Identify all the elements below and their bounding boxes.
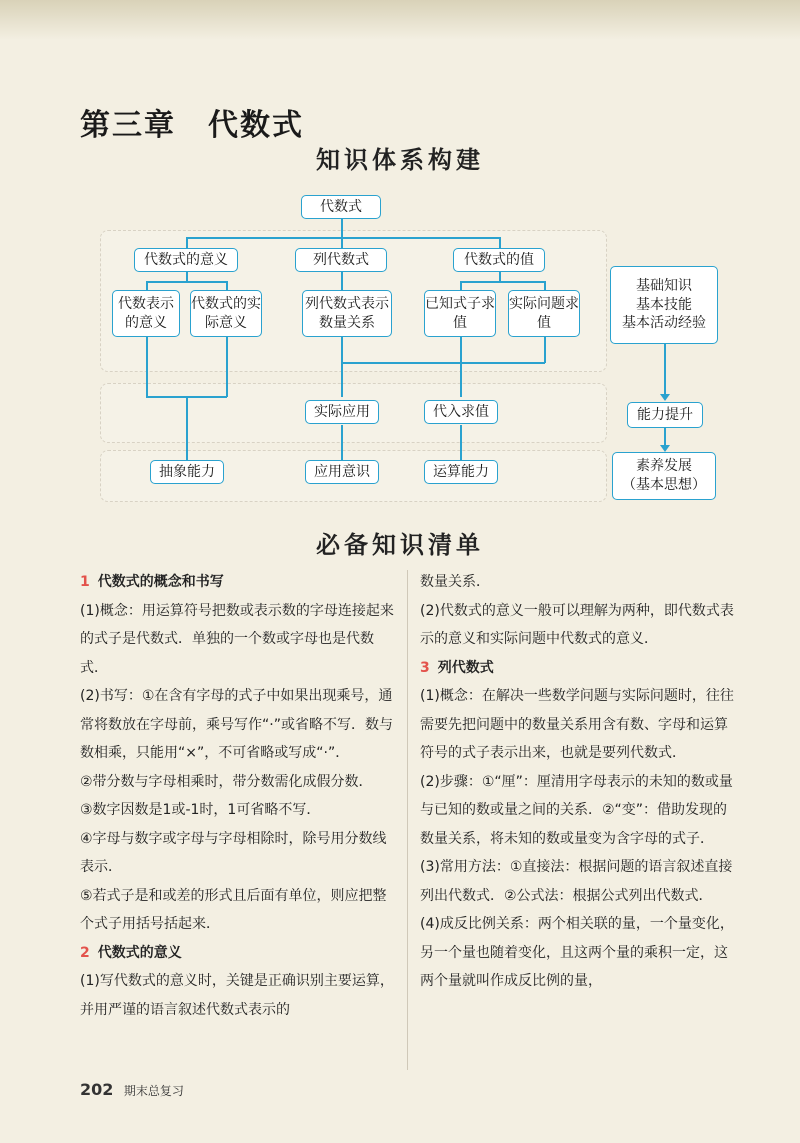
arrow-down-icon: [660, 445, 670, 452]
page-footer: [80, 1080, 184, 1099]
section-title-knowledge-system: 知识体系构建: [316, 145, 484, 174]
node-literacy-line: 素养发展: [636, 458, 692, 475]
node-substitute: 代入求值: [424, 400, 498, 424]
connector-line: [664, 428, 666, 446]
node-application: 应用意识: [305, 460, 379, 484]
node-abstract: 抽象能力: [150, 460, 224, 484]
node-apply: 实际应用: [305, 400, 379, 424]
subsection-title: 代数式的概念和书写: [97, 574, 224, 590]
connector-line: [341, 218, 343, 238]
knowledge-diagram: [0, 0, 800, 520]
footer-label: 期末总复习: [123, 1084, 184, 1098]
subsection-heading: [80, 939, 395, 968]
connector-line: [544, 337, 546, 363]
subsection-title: 代数式的意义: [97, 944, 182, 961]
connector-line: [499, 237, 501, 248]
paragraph: ④字母与数字或字母与字母相除时，除号用分数线表示．: [80, 830, 387, 875]
connector-line: [146, 281, 226, 283]
node-value: 代数式的值: [453, 248, 545, 272]
paragraph: (1)写代数式的意义时，关键是正确识别主要运算，并用严谨的语言叙述代数式表示的: [80, 973, 394, 1018]
connector-line: [460, 281, 544, 283]
paragraph: ③数字因数是1或-1时，1可省略不写．: [80, 802, 321, 818]
section-title-knowledge-list: 必备知识清单: [316, 530, 484, 559]
node-meaning-expr: 代数表示的意义: [112, 290, 180, 337]
connector-line: [460, 337, 462, 397]
subsection-title: 列代数式: [437, 659, 494, 676]
paragraph: (2)书写：①在含有字母的式子中如果出现乘号，通常将数放在字母前，乘号写作“·”或省略不写．数与数相乘，只能用“×”，不可省略或写成“·”．: [80, 688, 393, 761]
connector-line: [186, 237, 500, 239]
node-improve: 能力提升: [627, 402, 703, 428]
paragraph: ⑤若式子是和或差的形式且后面有单位，则应把整个式子用括号括起来．: [80, 887, 387, 932]
right-text-column: [420, 568, 740, 996]
left-text-column: [80, 568, 395, 1024]
connector-line: [226, 337, 228, 397]
column-divider: [407, 570, 408, 1070]
arrow-down-icon: [660, 394, 670, 401]
connector-line: [186, 396, 188, 460]
node-listing: 列代数式: [295, 248, 387, 272]
node-root: 代数式: [301, 195, 381, 219]
paragraph: 数量关系．: [420, 574, 490, 590]
subsection-heading: [80, 568, 395, 597]
paragraph: (1)概念：在解决一些数学问题与实际问题时，往往需要先把问题中的数量关系用含有数、字母和运算符号的式子表示出来，也就是要列代数式．: [420, 688, 734, 761]
chapter-title: 第三章 代数式: [80, 108, 304, 143]
paragraph: (2)代数式的意义一般可以理解为两种，即代数式表示的意义和实际问题中代数式的意义．: [420, 602, 734, 647]
connector-line: [186, 237, 188, 248]
node-listing-relation: 列代数式表示数量关系: [302, 290, 392, 337]
paragraph: ②带分数与字母相乘时，带分数需化成假分数．: [80, 773, 373, 790]
subsection-number: 1: [80, 574, 90, 590]
connector-line: [341, 271, 343, 291]
page-number: 202: [80, 1080, 114, 1099]
node-literacy-line: （基本思想）: [622, 477, 706, 493]
subsection-heading: [420, 654, 740, 683]
node-basics: [610, 266, 718, 344]
node-meaning: 代数式的意义: [134, 248, 238, 272]
connector-line: [341, 425, 343, 460]
paragraph: (2)步骤：①“厘”：厘清用字母表示的未知的数或量与已知的数或量之间的关系．②“变”：借助发现的数量关系，将未知的数或量变为含字母的式子．: [420, 773, 733, 847]
node-value-known: 已知式子求值: [424, 290, 496, 337]
paragraph: (4)成反比例关系：两个相关联的量，一个量变化，另一个量也随着变化，且这两个量的乘积一定，这两个量就叫作成反比例的量，: [420, 916, 734, 989]
node-meaning-real: 代数式的实际意义: [190, 290, 262, 337]
paragraph: (1)概念：用运算符号把数或表示数的字母连接起来的式子是代数式．单独的一个数或字母也是代数式．: [80, 602, 394, 676]
node-basics-line: 基本技能: [636, 296, 692, 313]
connector-line: [341, 337, 343, 397]
connector-line: [146, 337, 148, 397]
connector-line: [664, 343, 666, 396]
connector-line: [341, 237, 343, 248]
node-calc: 运算能力: [424, 460, 498, 484]
node-literacy: [612, 452, 716, 500]
connector-line: [460, 425, 462, 460]
paragraph: (3)常用方法：①直接法：根据问题的语言叙述直接列出代数式．②公式法：根据公式列出代数式．: [420, 859, 733, 904]
node-basics-line: 基础知识: [636, 277, 692, 294]
subsection-number: 3: [420, 659, 430, 676]
subsection-number: 2: [80, 944, 90, 961]
connector-line: [341, 362, 545, 364]
node-basics-line: 基本活动经验: [622, 315, 706, 332]
node-value-real: 实际问题求值: [508, 290, 580, 337]
